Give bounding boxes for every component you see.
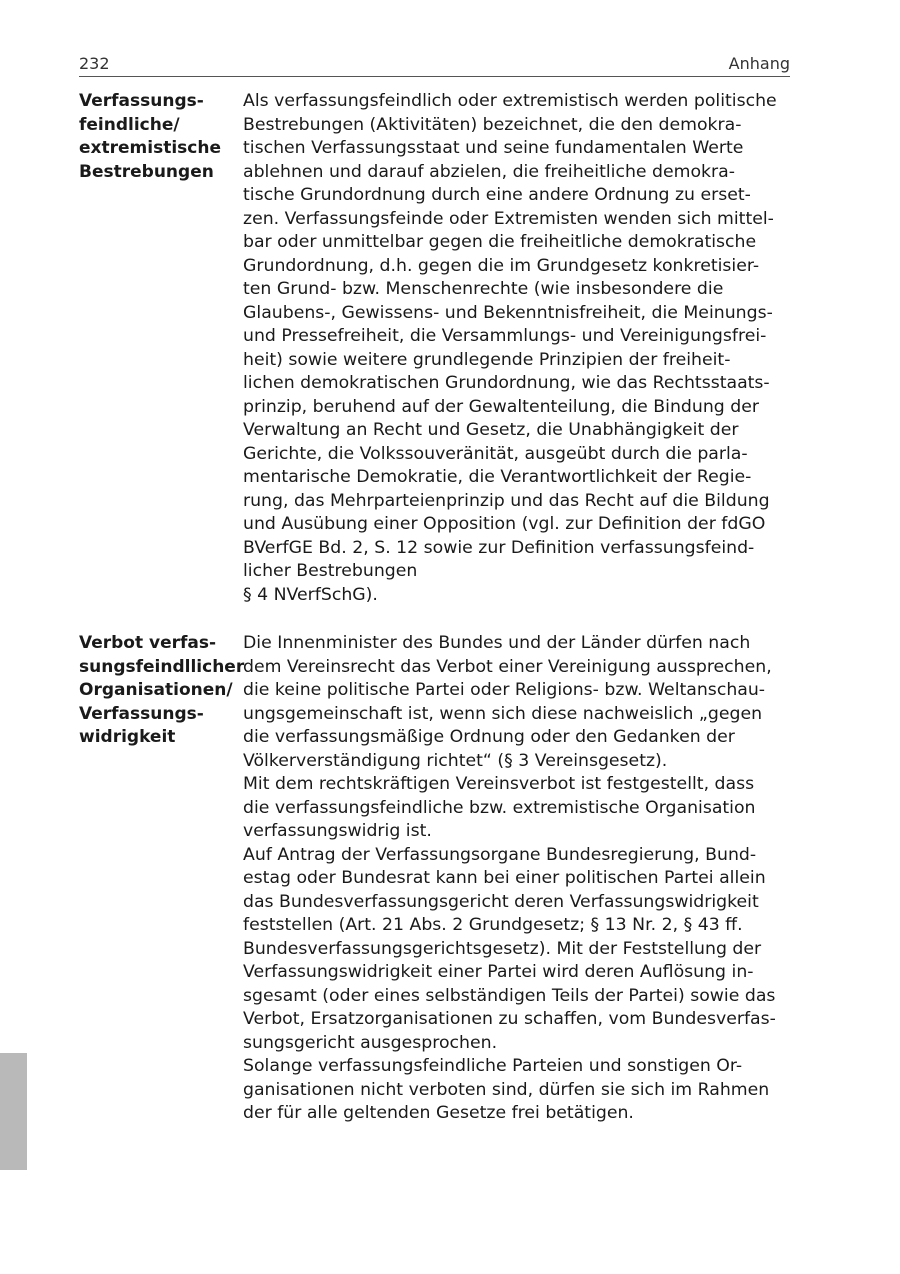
definition-line: das Bundesverfassungsgericht deren Verfassungswidrigkeit — [243, 891, 759, 912]
term-line: Verfassungs- — [79, 91, 204, 111]
definition-line: estag oder Bundesrat kann bei einer politischen Partei allein — [243, 868, 766, 888]
definition-line: der für alle geltenden Gesetze frei betätigen. — [243, 1103, 634, 1123]
page-header — [79, 52, 790, 77]
definition-line: tische Grundordnung durch eine andere Ordnung zu erset- — [243, 185, 751, 205]
term-line: Bestrebungen — [79, 161, 214, 182]
term-line: sungsfeindllicher — [79, 656, 245, 677]
glossary-term — [79, 90, 237, 184]
definition-line: Solange verfassungsfeindliche Parteien und sonstigen Or- — [243, 1056, 743, 1076]
definition-line: Verwaltung an Recht und Gesetz, die Unabhängigkeit der — [243, 420, 739, 440]
glossary-definition — [243, 632, 790, 1126]
definition-line: Die Innenminister des Bundes und der Länder dürfen nach — [243, 633, 751, 653]
definition-line: § 4 NVerfSchG). — [243, 584, 378, 605]
definition-line: verfassungswidrig ist. — [243, 821, 432, 841]
term-line: extremistische — [79, 138, 221, 158]
definition-line: feststellen (Art. 21 Abs. 2 Grundgesetz; § 13 Nr. 2, § 43 ff. — [243, 915, 743, 935]
definition-line: heit) sowie weitere grundlegende Prinzipien der freiheit- — [243, 349, 731, 370]
glossary-definition — [243, 90, 790, 607]
definition-line: tischen Verfassungsstaat und seine fundamentalen Werte — [243, 138, 744, 158]
definition-line: ten Grund- bzw. Menschenrechte (wie insbesondere die — [243, 279, 724, 299]
term-line: Organisationen/ — [79, 680, 233, 700]
definition-line: Als verfassungsfeindlich oder extremistisch werden politische — [243, 91, 777, 111]
definition-line: ungsgemeinschaft ist, wenn sich diese nachweislich „gegen — [243, 703, 763, 724]
definition-line: bar oder unmittelbar gegen die freiheitliche demokratische — [243, 232, 757, 252]
definition-line: Verfassungswidrigkeit einer Partei wird deren Auflösung in- — [243, 962, 754, 982]
definition-line: ablehnen und darauf abzielen, die freiheitliche demokra- — [243, 161, 735, 182]
term-line: Verbot verfas- — [79, 633, 217, 653]
definition-line: licher Bestrebungen — [243, 561, 418, 581]
definition-line: Völkerverständigung richtet“ (§ 3 Vereinsgesetz). — [243, 750, 668, 771]
definition-line: Gerichte, die Volkssouveränität, ausgeübt durch die parla- — [243, 443, 748, 464]
definition-line: Verbot, Ersatzorganisationen zu schaffen, vom Bundesverfas- — [243, 1009, 776, 1029]
definition-line: Bestrebungen (Aktivitäten) bezeichnet, die den demokra- — [243, 114, 742, 135]
definition-line: Bundesverfassungsgerichtsgesetz). Mit der Feststellung der — [243, 938, 762, 959]
definition-line: rung, das Mehrparteienprinzip und das Recht auf die Bildung — [243, 490, 770, 511]
definition-line: lichen demokratischen Grundordnung, wie das Rechtsstaats- — [243, 373, 770, 393]
definition-line: ganisationen nicht verboten sind, dürfen sie sich im Rahmen — [243, 1079, 770, 1100]
glossary-term — [79, 632, 245, 750]
running-head: Anhang — [728, 54, 790, 73]
definition-line: die keine politische Partei oder Religions- bzw. Weltanschau- — [243, 680, 766, 700]
definition-line: dem Vereinsrecht das Verbot einer Vereinigung aussprechen, — [243, 656, 772, 677]
definition-line: die verfassungsmäßige Ordnung oder den Gedanken der — [243, 727, 735, 747]
thumb-index-tab — [0, 1053, 27, 1170]
definition-line: sgesamt (oder eines selbständigen Teils der Partei) sowie das — [243, 985, 776, 1006]
term-line: widrigkeit — [79, 727, 176, 747]
page-number: 232 — [79, 54, 110, 73]
term-line: feindliche/ — [79, 114, 180, 135]
definition-line: und Pressefreiheit, die Versammlungs- und Vereinigungsfrei- — [243, 326, 767, 346]
definition-line: sungsgericht ausgesprochen. — [243, 1032, 498, 1053]
definition-line: BVerfGE Bd. 2, S. 12 sowie zur Definition verfassungsfeind- — [243, 537, 755, 558]
definition-line: prinzip, beruhend auf der Gewaltenteilung, die Bindung der — [243, 396, 759, 417]
definition-line: Grundordnung, d.h. gegen die im Grundgesetz konkretisier- — [243, 255, 760, 276]
definition-line: Glaubens-, Gewissens- und Bekenntnisfreiheit, die Meinungs- — [243, 302, 773, 323]
term-line: Verfassungs- — [79, 703, 204, 724]
definition-line: mentarische Demokratie, die Verantwortlichkeit der Regie- — [243, 467, 752, 487]
definition-line: Auf Antrag der Verfassungsorgane Bundesregierung, Bund- — [243, 844, 757, 865]
definition-line: Mit dem rechtskräftigen Vereinsverbot ist festgestellt, dass — [243, 774, 755, 794]
definition-line: und Ausübung einer Opposition (vgl. zur Definition der fdGO — [243, 514, 766, 534]
definition-line: zen. Verfassungsfeinde oder Extremisten wenden sich mittel- — [243, 208, 774, 229]
definition-line: die verfassungsfeindliche bzw. extremistische Organisation — [243, 797, 756, 818]
